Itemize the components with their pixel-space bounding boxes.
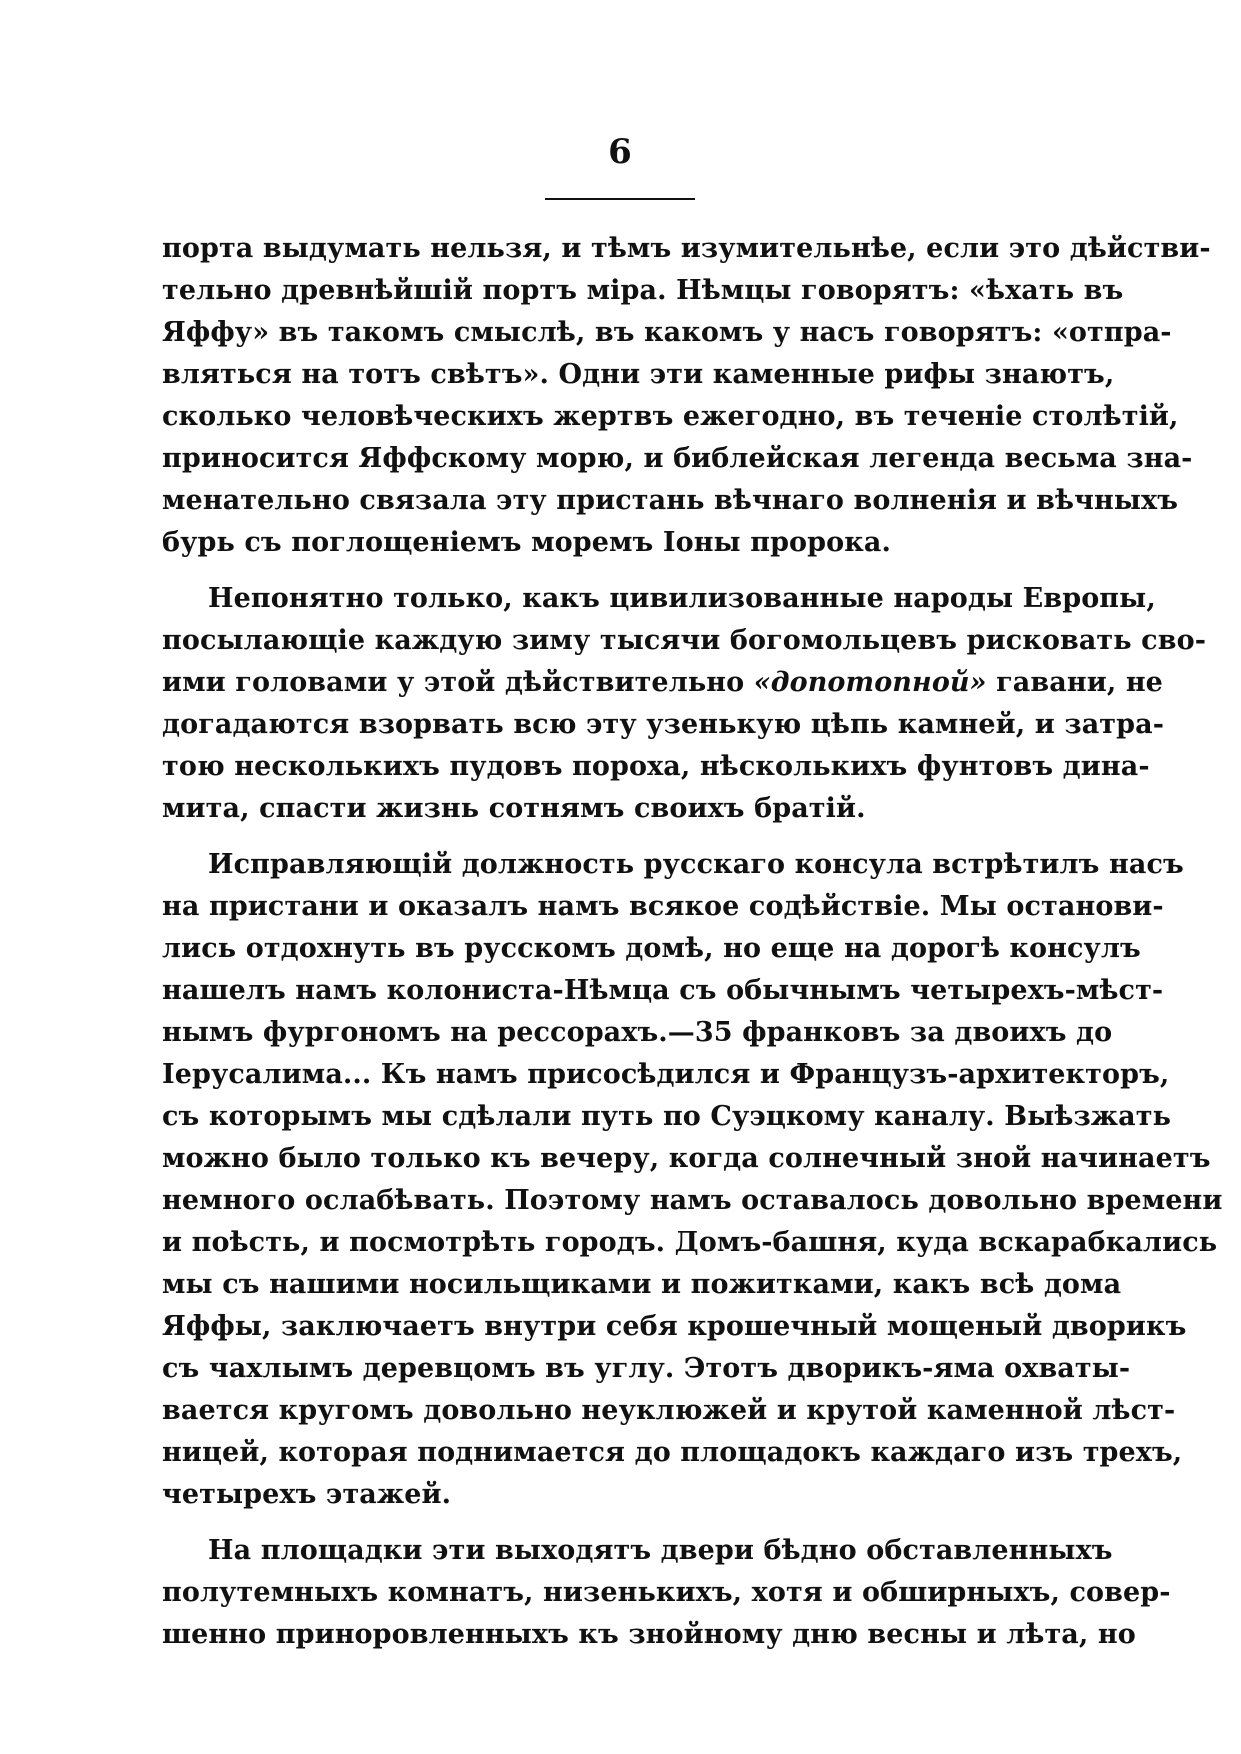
italic-word: «допотопной»: [753, 667, 987, 698]
text-line: порта выдумать нельзя, и тѣмъ изумительнѣе, если это дѣйстви-: [162, 233, 1211, 264]
text-line: нымъ фургономъ на рессорахъ.—35 франковъ за двоихъ до: [162, 1017, 1113, 1048]
text-line: мита, спасти жизнь сотнямъ своихъ братій.: [162, 793, 866, 824]
text-line: сколько человѣческихъ жертвъ ежегодно, въ теченіе столѣтій,: [162, 401, 1179, 432]
text-line: полутемныхъ комнатъ, низенькихъ, хотя и обширныхъ, совер-: [162, 1577, 1171, 1608]
paragraph-gap: [162, 830, 1080, 844]
text-line: вляться на тотъ свѣтъ». Одни эти каменные рифы знаютъ,: [162, 359, 1115, 390]
paragraph-2: [162, 578, 1206, 830]
text-line: немного ослабѣвать. Поэтому намъ оставалось довольно времени: [162, 1185, 1223, 1216]
paragraph-gap: [162, 1516, 1080, 1530]
text-line-with-italic: [162, 662, 1163, 704]
body-text: [162, 228, 1223, 1656]
text-line: мы съ нашими носильщиками и пожитками, какъ всѣ дома: [162, 1269, 1122, 1300]
text-line: лись отдохнуть въ русскомъ домѣ, но еще на дорогѣ консулъ: [162, 933, 1141, 964]
text-line: Исправляющій должность русскаго консула встрѣтилъ насъ: [208, 849, 1184, 880]
text-line: шенно приноровленныхъ къ знойному дню весны и лѣта, но: [162, 1619, 1136, 1650]
text-line: нашелъ намъ колониста-Нѣмца съ обычнымъ четырехъ-мѣст-: [162, 975, 1164, 1006]
text-line: тою несколькихъ пудовъ пороха, нѣсколькихъ фунтовъ дина-: [162, 751, 1150, 782]
text-line: Непонятно только, какъ цивилизованные народы Европы,: [208, 583, 1156, 614]
text-line: Іерусалима... Къ намъ присосѣдился и Французъ-архитекторъ,: [162, 1059, 1170, 1090]
text-segment: ими головами у этой дѣйствительно: [162, 667, 745, 698]
paragraph-3: [162, 844, 1223, 1516]
text-line: можно было только къ вечеру, когда солнечный зной начинаетъ: [162, 1143, 1211, 1174]
page-number: 6: [608, 132, 632, 172]
text-line: съ которымъ мы сдѣлали путь по Суэцкому каналу. Выѣзжать: [162, 1101, 1172, 1132]
paragraph-gap: [162, 564, 1080, 578]
paragraph-4: [162, 1530, 1171, 1656]
text-line: съ чахлымъ деревцомъ въ углу. Этотъ дворикъ-яма охваты-: [162, 1353, 1131, 1384]
text-line: догадаются взорвать всю эту узенькую цѣпь камней, и затра-: [162, 709, 1165, 740]
text-segment: гавани, не: [996, 667, 1163, 698]
text-line: Яффы, заключаетъ внутри себя крошечный мощеный дворикъ: [162, 1311, 1187, 1342]
text-line: и поѣсть, и посмотрѣть городъ. Домъ-башня, куда вскарабкались: [162, 1227, 1218, 1258]
text-line: ницей, которая поднимается до площадокъ каждаго изъ трехъ,: [162, 1437, 1183, 1468]
text-line: посылающіе каждую зиму тысячи богомольцевъ рисковать сво-: [162, 625, 1206, 656]
text-line: Яффу» въ такомъ смыслѣ, въ какомъ у насъ говорятъ: «отпра-: [162, 317, 1172, 348]
text-line: менательно связала эту пристань вѣчнаго волненія и вѣчныхъ: [162, 485, 1179, 516]
text-line: бурь съ поглощеніемъ моремъ Іоны пророка.: [162, 527, 891, 558]
text-line: приносится Яффскому морю, и библейская легенда весьма зна-: [162, 443, 1193, 474]
page-number-rule: [545, 198, 695, 200]
text-line: тельно древнѣйшій портъ міра. Нѣмцы говорятъ: «ѣхать въ: [162, 275, 1124, 306]
paragraph-1: [162, 228, 1211, 564]
text-line: На площадки эти выходятъ двери бѣдно обставленныхъ: [208, 1535, 1113, 1566]
text-line: на пристани и оказалъ намъ всякое содѣйствіе. Мы останови-: [162, 891, 1164, 922]
text-line: четырехъ этажей.: [162, 1479, 452, 1510]
text-line: вается кругомъ довольно неуклюжей и крутой каменной лѣст-: [162, 1395, 1176, 1426]
